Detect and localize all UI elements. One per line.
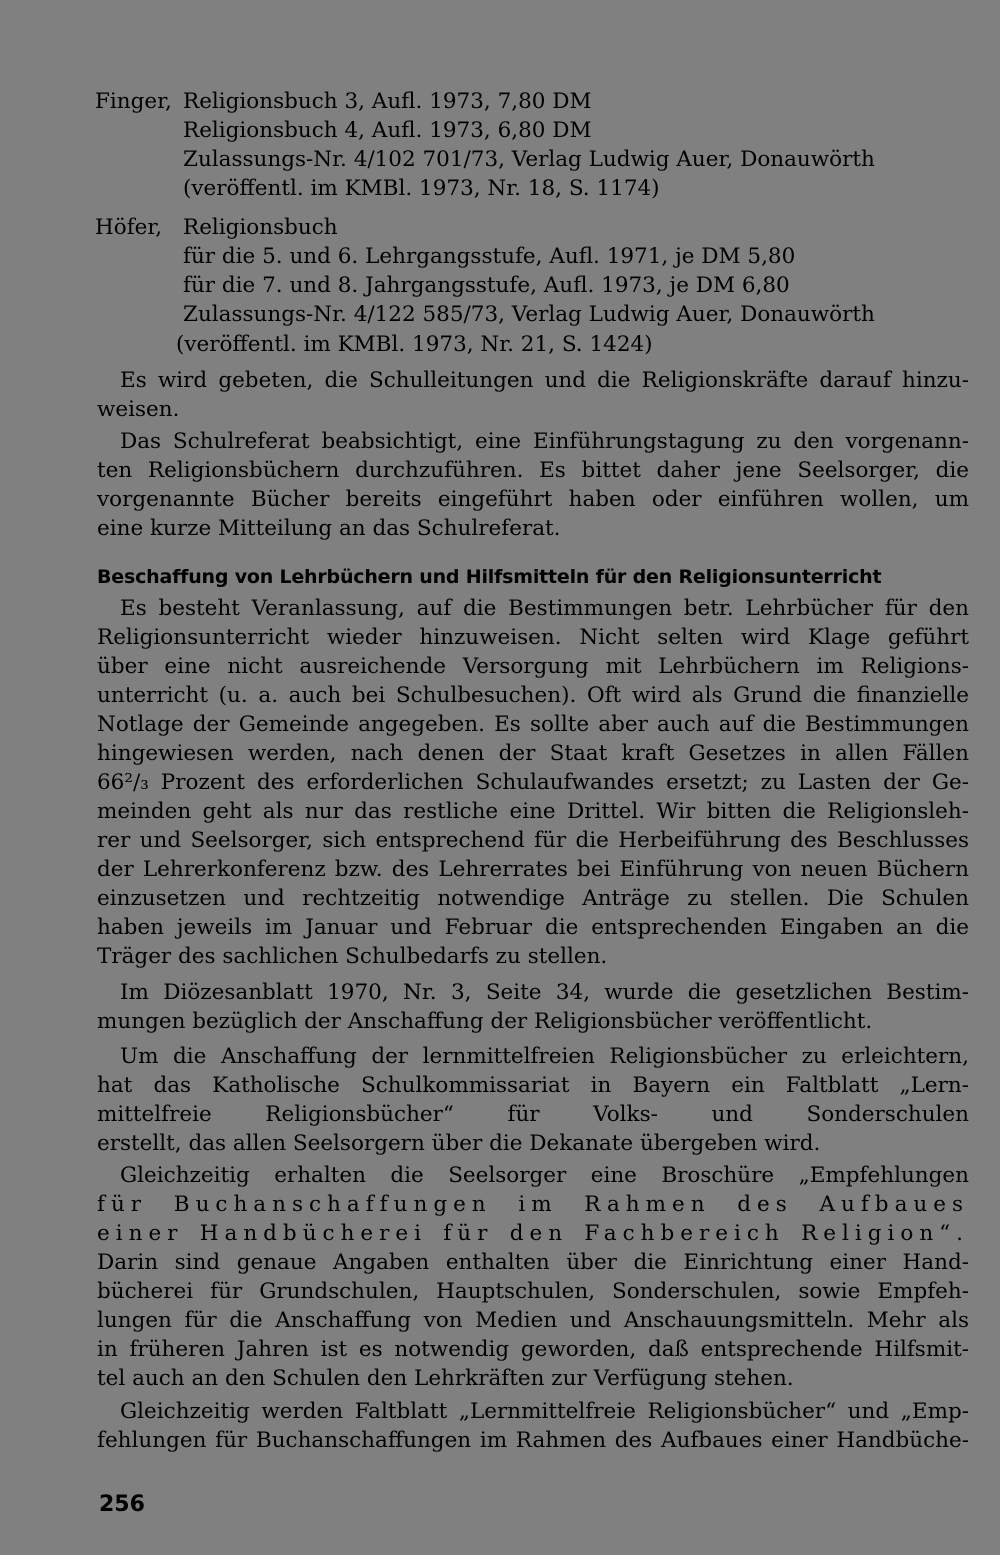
paragraph-line: Notlage der Gemeinde angegeben. Es sollte aber auch auf die Bestimmungen bbox=[97, 712, 969, 737]
paragraph-line: Darin sind genaue Angaben enthalten über die Einrichtung einer Hand- bbox=[97, 1250, 969, 1275]
paragraph-line: rer und Seelsorger, sich entsprechend für die Herbeiführung des Beschlusses bbox=[97, 828, 969, 853]
paragraph-line: für Buchanschaffungen im Rahmen des Aufbaues bbox=[97, 1192, 969, 1217]
book-line: für die 7. und 8. Jahrgangsstufe, Aufl. 1973, je DM 6,80 bbox=[183, 273, 790, 298]
paragraph-line: meinden geht als nur das restliche eine Drittel. Wir bitten die Religionsleh- bbox=[97, 799, 969, 824]
paragraph-line: weisen. bbox=[97, 397, 180, 422]
book-author-finger: Finger, bbox=[95, 89, 172, 114]
paragraph-line: Das Schulreferat beabsichtigt, eine Einführungstagung zu den vorgenann- bbox=[120, 429, 969, 454]
paragraph-line: Gleichzeitig erhalten die Seelsorger eine Broschüre „Empfehlungen bbox=[120, 1163, 969, 1188]
paragraph-line: tel auch an den Schulen den Lehrkräften zur Verfügung stehen. bbox=[97, 1366, 794, 1391]
paragraph-line: ten Religionsbüchern durchzuführen. Es bittet daher jene Seelsorger, die bbox=[97, 458, 969, 483]
paragraph-line: vorgenannte Bücher bereits eingeführt haben oder einführen wollen, um bbox=[97, 487, 969, 512]
paragraph-line: Gleichzeitig werden Faltblatt „Lernmittelfreie Religionsbücher“ und „Emp- bbox=[120, 1399, 969, 1424]
book-line: Zulassungs-Nr. 4/102 701/73, Verlag Ludwig Auer, Donauwörth bbox=[183, 147, 875, 172]
paragraph-line: Um die Anschaffung der lernmittelfreien Religionsbücher zu erleichtern, bbox=[120, 1044, 969, 1069]
book-line: Religionsbuch 3, Aufl. 1973, 7,80 DM bbox=[183, 89, 592, 114]
paragraph-line: hingewiesen werden, nach denen der Staat kraft Gesetzes in allen Fällen bbox=[97, 741, 969, 766]
paragraph-line: fehlungen für Buchanschaffungen im Rahmen des Aufbaues einer Handbüche- bbox=[97, 1428, 969, 1453]
paragraph-line: lungen für die Anschaffung von Medien und Anschauungsmitteln. Mehr als bbox=[97, 1308, 969, 1333]
paragraph-line: einzusetzen und rechtzeitig notwendige Anträge zu stellen. Die Schulen bbox=[97, 886, 969, 911]
page-number: 256 bbox=[99, 1492, 145, 1517]
book-line: für die 5. und 6. Lehrgangsstufe, Aufl. 1971, je DM 5,80 bbox=[183, 244, 796, 269]
paragraph-line: eine kurze Mitteilung an das Schulreferat. bbox=[97, 516, 561, 541]
paragraph-line: über eine nicht ausreichende Versorgung mit Lehrbüchern im Religions- bbox=[97, 654, 969, 679]
paragraph-line: Es wird gebeten, die Schulleitungen und die Religionskräfte darauf hinzu- bbox=[120, 368, 969, 393]
paragraph-line: haben jeweils im Januar und Februar die entsprechenden Eingaben an die bbox=[97, 915, 969, 940]
paragraph-line: 66²/₃ Prozent des erforderlichen Schulaufwandes ersetzt; zu Lasten der Ge- bbox=[97, 770, 969, 795]
book-line: Zulassungs-Nr. 4/122 585/73, Verlag Ludwig Auer, Donauwörth bbox=[183, 302, 875, 327]
book-line: (veröffentl. im KMBl. 1973, Nr. 18, S. 1174) bbox=[183, 176, 660, 201]
book-author-hoefer: Höfer, bbox=[95, 215, 163, 240]
paragraph-line: Religionsunterricht wieder hinzuweisen. Nicht selten wird Klage geführt bbox=[97, 625, 969, 650]
book-line: Religionsbuch bbox=[183, 215, 338, 240]
book-line: Religionsbuch 4, Aufl. 1973, 6,80 DM bbox=[183, 118, 592, 143]
paragraph-line: mungen bezüglich der Anschaffung der Religionsbücher veröffentlicht. bbox=[97, 1009, 873, 1034]
paragraph-line: unterricht (u. a. auch bei Schulbesuchen). Oft wird als Grund die finanzielle bbox=[97, 683, 969, 708]
paragraph-line: Träger des sachlichen Schulbedarfs zu stellen. bbox=[97, 944, 608, 969]
paragraph-line: Es besteht Veranlassung, auf die Bestimmungen betr. Lehrbücher für den bbox=[120, 596, 969, 621]
paragraph-line: der Lehrerkonferenz bzw. des Lehrerrates bei Einführung von neuen Büchern bbox=[97, 857, 969, 882]
paragraph-line: erstellt, das allen Seelsorgern über die Dekanate übergeben wird. bbox=[97, 1131, 821, 1156]
section-heading: Beschaffung von Lehrbüchern und Hilfsmitteln für den Religionsunterricht bbox=[97, 566, 882, 588]
paragraph-line: Im Diözesanblatt 1970, Nr. 3, Seite 34, wurde die gesetzlichen Bestim- bbox=[120, 980, 969, 1005]
paragraph-line: bücherei für Grundschulen, Hauptschulen, Sonderschulen, sowie Empfeh- bbox=[97, 1279, 969, 1304]
paragraph-line: hat das Katholische Schulkommissariat in Bayern ein Faltblatt „Lern- bbox=[97, 1073, 969, 1098]
paragraph-line: in früheren Jahren ist es notwendig geworden, daß entsprechende Hilfsmit- bbox=[97, 1337, 969, 1362]
book-line: (veröffentl. im KMBl. 1973, Nr. 21, S. 1424) bbox=[176, 332, 653, 357]
paragraph-line: mittelfreie Religionsbücher“ für Volks- und Sonderschulen bbox=[97, 1102, 969, 1127]
paragraph-line: einer Handbücherei für den Fachbereich Religion“. bbox=[97, 1221, 969, 1246]
